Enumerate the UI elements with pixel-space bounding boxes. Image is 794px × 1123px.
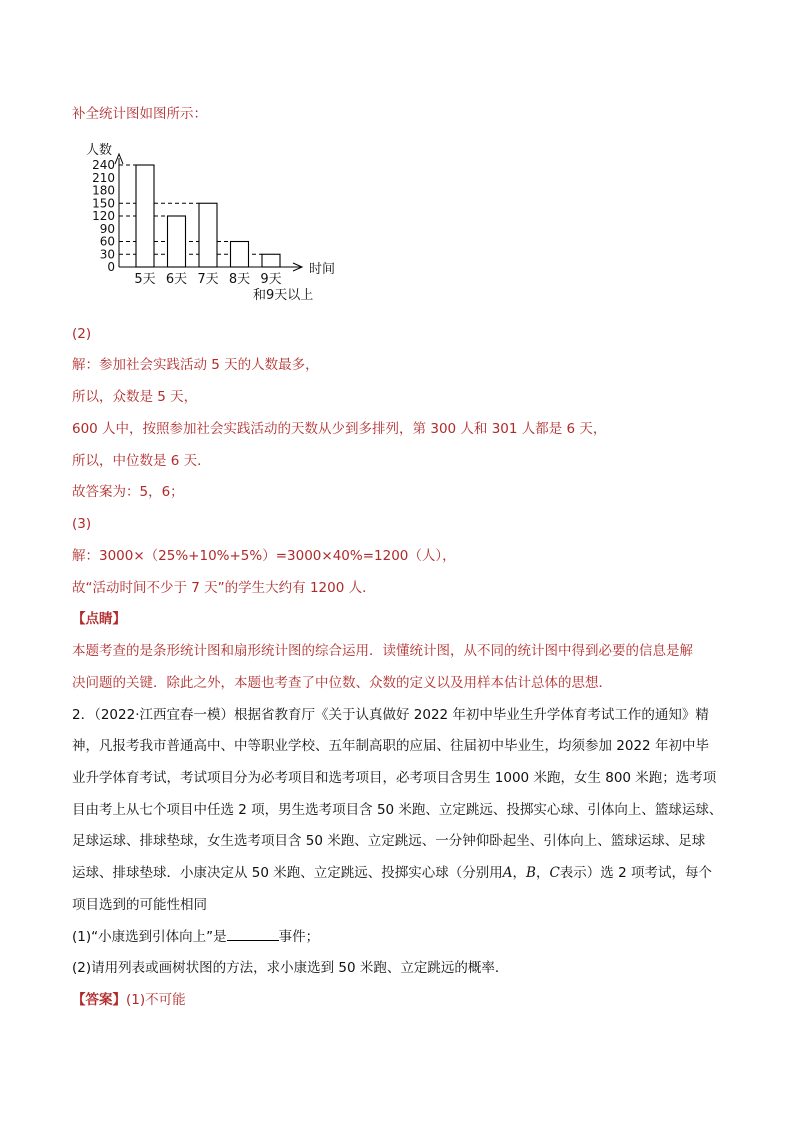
part2-line5: 故答案为：5，6； (72, 484, 184, 500)
part2-line2: 所以，众数是 5 天， (72, 389, 198, 405)
problem2-line6-end: 表示）选 2 项考试，每个 (559, 865, 712, 881)
question1-start: (1)“小康选到引体向上”是 (72, 929, 227, 945)
x-tick-label-extra: 和9天以上 (253, 288, 314, 303)
part2-line3: 600 人中，按照参加社会实践活动的天数从少到多排列，第 300 人和 301 人都是 6 天， (72, 421, 607, 437)
part3-line1: 解：3000×（25%+10%+5%）=3000×40%=1200（人）， (72, 548, 456, 564)
problem2-line1: 2．（2022·江西宜春一模）根据省教育厅《关于认真做好 2022 年初中毕业生升学体育考试工作的通知》精 (72, 707, 709, 723)
x-tick-label: 9天 (260, 272, 282, 287)
x-tick-label: 8天 (228, 272, 251, 287)
part2-line1: 解：参加社会实践活动 5 天的人数最多， (72, 357, 319, 373)
answer-text: (1)不可能 (126, 992, 186, 1008)
comment-line1: 本题考查的是条形统计图和扇形统计图的综合运用．读懂统计图，从不同的统计图中得到必要的信息是解 (72, 643, 693, 659)
bar (231, 242, 249, 268)
variable-a: A (502, 865, 513, 881)
comment-line2: 决问题的关键．除此之外，本题也考查了中位数、众数的定义以及用样本估计总体的思想． (72, 675, 612, 691)
part2-line4: 所以，中位数是 6 天． (72, 453, 211, 469)
bar (262, 254, 280, 267)
answer-label: 【答案】 (72, 992, 126, 1008)
bar (168, 216, 186, 267)
y-tick-label: 180 (92, 183, 115, 198)
x-tick-label: 6天 (165, 272, 188, 287)
x-tick-label: 5天 (134, 272, 156, 287)
comment-heading: 【点睛】 (72, 611, 126, 627)
y-tick-label: 150 (92, 196, 115, 211)
part3-line2: 故“活动时间不少于 7 天”的学生大约有 1200 人． (72, 580, 376, 596)
question1-end: 事件； (278, 929, 320, 945)
y-tick-label: 60 (99, 234, 115, 249)
answer-line (72, 990, 186, 1010)
x-tick-labels (134, 272, 313, 303)
problem2-line4: 目由考上从七个项目中任选 2 项，男生选考项目含 50 米跑、立定跳远、投掷实心球、引体向上、篮球运球、 (72, 802, 723, 818)
bar-chart (72, 134, 402, 304)
bar (199, 203, 217, 267)
variable-c: C (549, 865, 560, 881)
answer-blank (227, 927, 279, 941)
problem2-line6-start: 运球、排球垫球．小康决定从 50 米跑、立定跳远、投掷实心球（分别用 (72, 865, 503, 881)
problem2-line3: 业升学体育考试，考试项目分为必考项目和选考项目，必考项目含男生 1000 米跑，女生 800 米跑；选考项 (72, 770, 717, 786)
problem2-line2: 神，凡报考我市普通高中、中等职业学校、五年制高职的应届、往届初中毕业生，均须参加 2022 年初中毕 (72, 738, 709, 754)
problem2-line5: 足球运球、排球垫球，女生选考项目含 50 米跑、立定跳远、一分钟仰卧起坐、引体向上、篮球运球、足球 (72, 833, 706, 849)
y-tick-label: 0 (107, 260, 115, 274)
part3-number: (3) (72, 516, 92, 532)
y-tick-label: 30 (99, 247, 115, 262)
y-tick-labels (92, 158, 115, 274)
y-tick-label: 240 (92, 158, 115, 172)
separator: ， (535, 865, 550, 881)
problem2-line7: 项目选到的可能性相同 (72, 897, 207, 913)
y-axis-label: 人数 (86, 143, 113, 158)
x-tick-label: 7天 (197, 272, 219, 287)
y-tick-label: 90 (99, 221, 115, 236)
x-axis-label: 时间 (309, 262, 336, 277)
chart-intro: 补全统计图如图所示： (72, 106, 207, 122)
question2: (2)请用列表或画树状图的方法，求小康选到 50 米跑、立定跳远的概率． (72, 960, 509, 976)
variable-b: B (526, 865, 536, 881)
y-tick-label: 120 (92, 209, 115, 223)
part2-number: (2) (72, 326, 92, 342)
problem2-line6 (72, 863, 712, 883)
y-tick-label: 210 (92, 170, 115, 185)
separator: ， (512, 865, 527, 881)
bar (136, 165, 154, 267)
question1 (72, 927, 319, 947)
